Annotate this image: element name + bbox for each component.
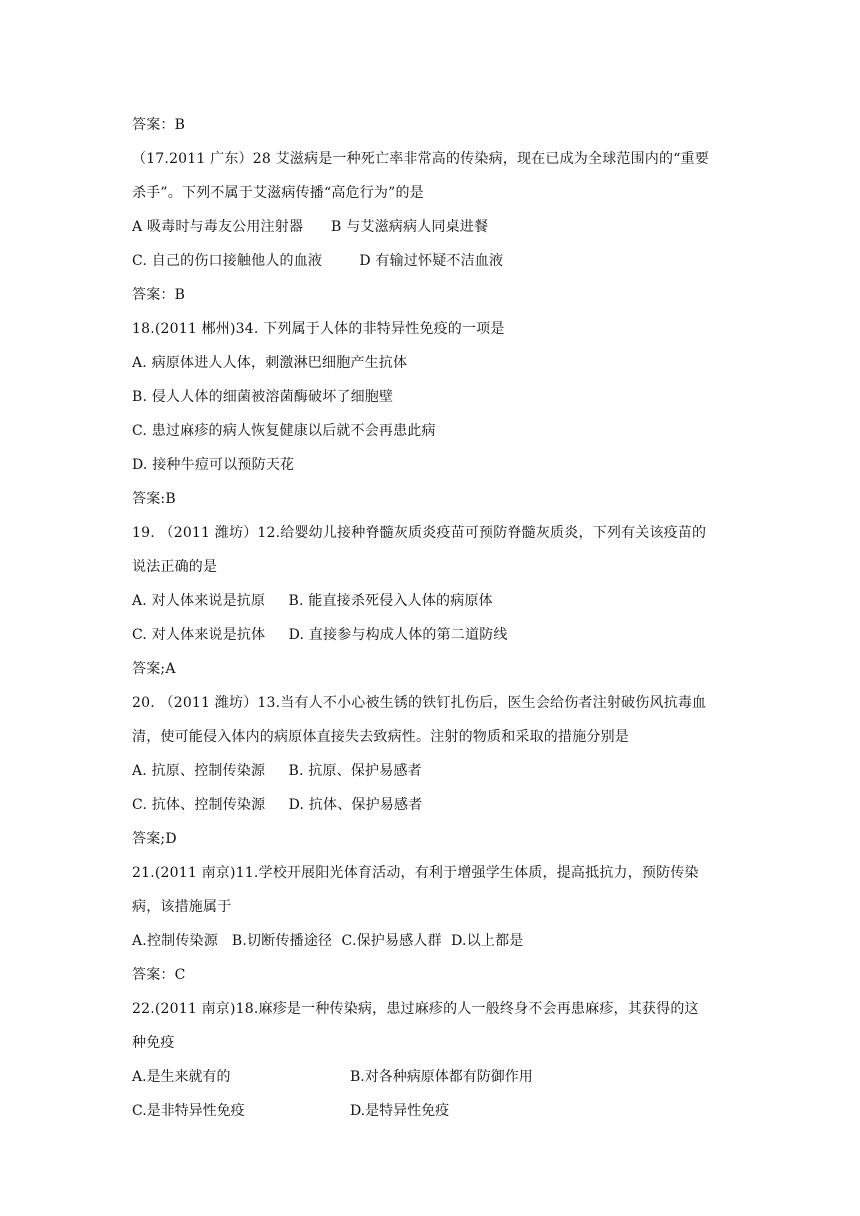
question-18-option-b: B. 侵人人体的细菌被溶菌酶破坏了细胞壁 <box>132 389 394 405</box>
question-20-line-1: 20. （2011 潍坊）13.当有人不小心被生锈的铁钉扎伤后，医生会给伤者注射破伤风抗毒血 <box>132 695 707 711</box>
question-22-line-1: 22.(2011 南京)18.麻疹是一种传染病，患过麻疹的人一般终身不会再患麻疹，其获得的这 <box>132 1001 699 1017</box>
question-18-option-c: C. 患过麻疹的病人恢复健康以后就不会再患此病 <box>132 423 436 439</box>
question-22-options-cd <box>132 1094 742 1128</box>
question-22-option-a: A.是生来就有的 <box>132 1069 231 1085</box>
question-17-options-cd: C. 自己的伤口接触他人的血液 D 有输过怀疑不洁血液 <box>132 253 504 269</box>
question-20-options-ab: A. 抗原、控制传染源 B. 抗原、保护易感者 <box>132 763 422 779</box>
answer-line: 答案;D <box>132 831 177 847</box>
question-19-options-ab: A. 对人体来说是抗原 B. 能直接杀死侵入人体的病原体 <box>132 593 493 609</box>
question-22-line-2: 种免疫 <box>132 1035 175 1051</box>
question-20-line-2: 清，使可能侵入体内的病原体直接失去致病性。注射的物质和采取的措施分别是 <box>132 729 629 745</box>
question-17-options-ab: A 吸毒时与毒友公用注射器 B 与艾滋病病人同桌进餐 <box>132 219 489 235</box>
question-19-line-1: 19. （2011 潍坊）12.给婴幼儿接种脊髓灰质炎疫苗可预防脊髓灰质炎，下列有关该疫苗的 <box>132 525 707 541</box>
question-21-line-2: 病，该措施属于 <box>132 899 232 915</box>
question-22-option-b: B.对各种病原体都有防御作用 <box>350 1069 533 1085</box>
answer-line: 答案;A <box>132 661 176 677</box>
question-17-line-1: （17.2011 广东）28 艾滋病是一种死亡率非常高的传染病，现在已成为全球范围内的“重要 <box>132 151 709 167</box>
answer-line: 答案：B <box>132 117 186 133</box>
answer-line: 答案：C <box>132 967 186 983</box>
answer-line: 答案：B <box>132 287 186 303</box>
question-22-options-ab <box>132 1060 742 1094</box>
question-18-stem: 18.(2011 郴州)34. 下列属于人体的非特异性免疫的一项是 <box>132 321 505 337</box>
question-21-options: A.控制传染源 B.切断传播途径 C.保护易感人群 D.以上都是 <box>132 933 524 949</box>
question-20-options-cd: C. 抗体、控制传染源 D. 抗体、保护易感者 <box>132 797 423 813</box>
question-19-line-2: 说法正确的是 <box>132 559 218 575</box>
question-22-option-c: C.是非特异性免疫 <box>132 1103 245 1119</box>
question-17-line-2: 杀手”。下列不属于艾滋病传播“高危行为”的是 <box>132 185 424 201</box>
question-18-option-a: A. 病原体进人人体，刺激淋巴细胞产生抗体 <box>132 355 408 371</box>
answer-line: 答案:B <box>132 491 176 507</box>
question-19-options-cd: C. 对人体来说是抗体 D. 直接参与构成人体的第二道防线 <box>132 627 508 643</box>
question-22-option-d: D.是特异性免疫 <box>350 1103 450 1119</box>
question-18-option-d: D. 接种牛痘可以预防天花 <box>132 457 295 473</box>
question-21-line-1: 21.(2011 南京)11.学校开展阳光体育活动，有利于增强学生体质，提高抵抗力，预防传染 <box>132 865 699 881</box>
document-body <box>132 108 742 1128</box>
